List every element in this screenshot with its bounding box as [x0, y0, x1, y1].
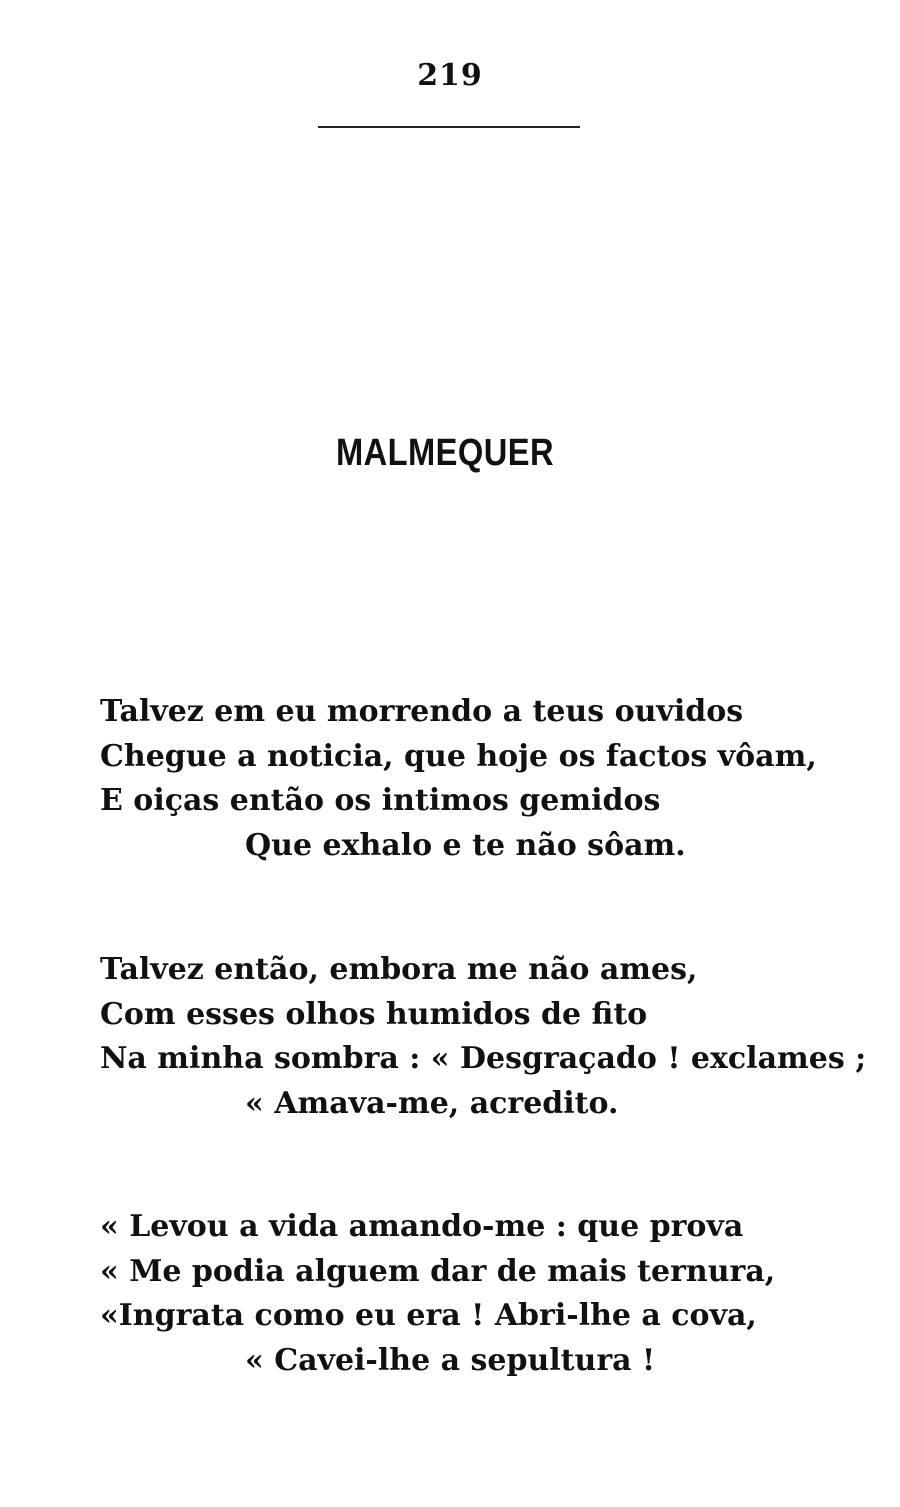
- verse-line: E oiças então os intimos gemidos: [100, 783, 661, 818]
- header-rule: [318, 126, 580, 128]
- stanza-2: [100, 948, 867, 1126]
- verse-line-indented: « Cavei-lhe a sepultura !: [245, 1342, 656, 1378]
- verse-line-indented: « Amava-me, acredito.: [245, 1085, 619, 1121]
- stanza-1: [100, 690, 840, 868]
- verse-line: Com esses olhos humidos de fito: [100, 996, 648, 1032]
- verse-line: Talvez em eu morrendo a teus ouvidos: [100, 694, 744, 729]
- verse-line: Na minha sombra : « Desgraçado ! exclames ;: [100, 1041, 867, 1076]
- verse-line-indented: Que exhalo e te não sôam.: [245, 827, 686, 863]
- verse-line: «Ingrata como eu era ! Abri-lhe a cova,: [100, 1298, 757, 1333]
- poem-title: MALMEQUER: [335, 432, 555, 474]
- verse-line: « Me podia alguem dar de mais ternura,: [100, 1253, 776, 1289]
- stanza-3: [100, 1205, 840, 1383]
- verse-line: Talvez então, embora me não ames,: [100, 952, 698, 987]
- verse-line: « Levou a vida amando-me : que prova: [100, 1209, 744, 1244]
- verse-line: Chegue a noticia, que hoje os factos vôam,: [100, 738, 817, 774]
- page-number: 219: [417, 58, 483, 93]
